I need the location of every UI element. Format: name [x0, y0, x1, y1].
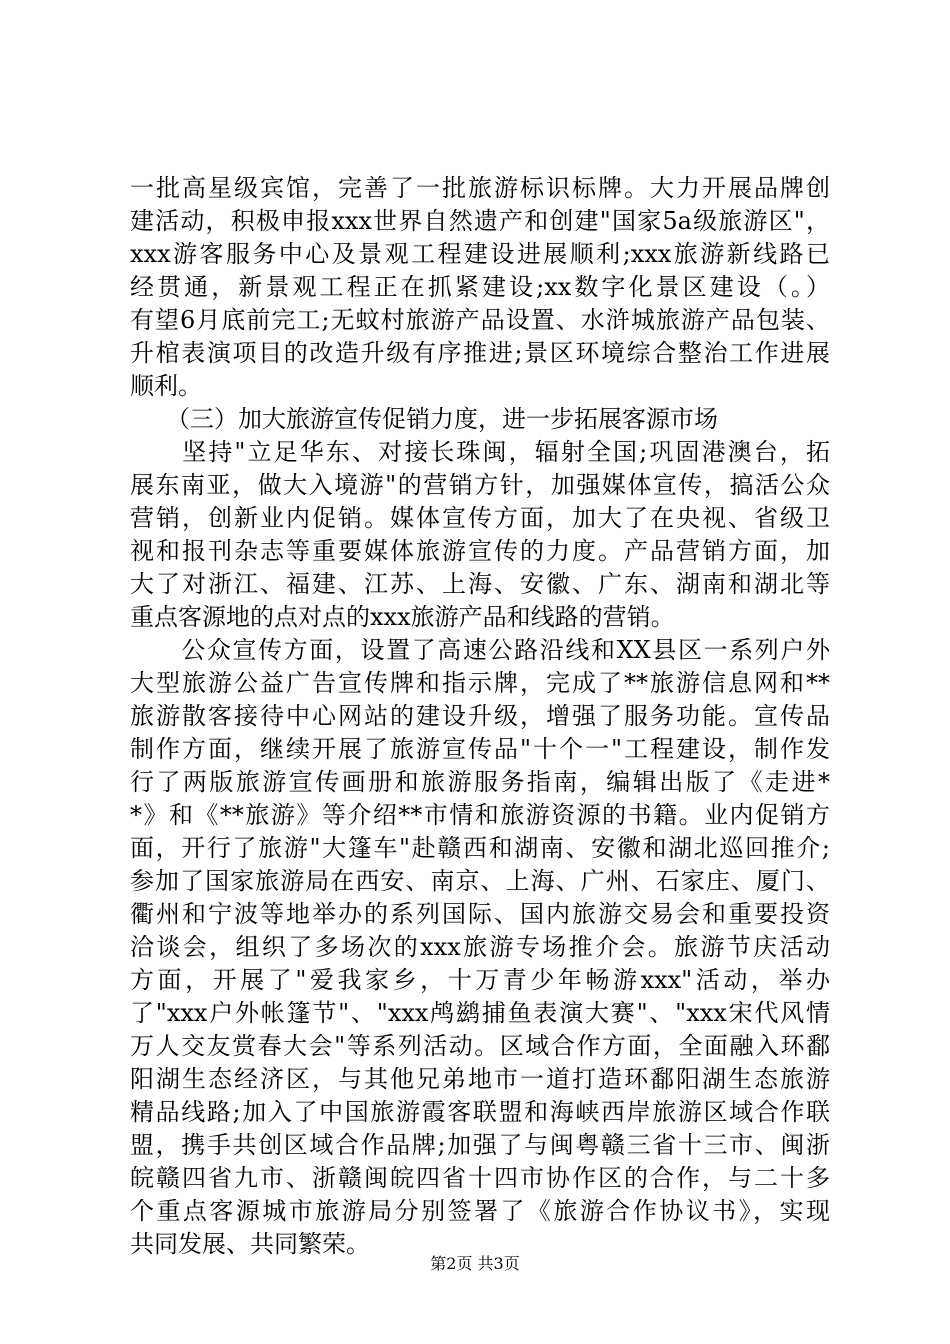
text-line: 洽谈会，组织了多场次的xxx旅游专场推介会。旅游节庆活动 [130, 933, 830, 961]
text-line: 大型旅游公益广告宣传牌和指示牌，完成了**旅游信息网和** [130, 669, 830, 697]
text-line: 公众宣传方面，设置了高速公路沿线和XX县区一系列户外 [130, 636, 830, 664]
text-line: 视和报刊杂志等重要媒体旅游宣传的力度。产品营销方面，加 [130, 537, 830, 565]
text-line: 参加了国家旅游局在西安、南京、上海、广州、石家庄、厦门、 [130, 867, 830, 895]
text-line: 个重点客源城市旅游局分别签署了《旅游合作协议书》，实现 [130, 1197, 830, 1225]
text-line: *》和《**旅游》等介绍**市情和旅游资源的书籍。业内促销方 [130, 801, 830, 829]
text-line: 行了两版旅游宣传画册和旅游服务指南，编辑出版了《走进* [130, 768, 830, 796]
text-line: xxx游客服务中心及景观工程建设进展顺利;xxx旅游新线路已 [130, 240, 830, 268]
text-line: 面，开行了旅游"大篷车"赴赣西和湖南、安徽和湖北巡回推介; [130, 834, 830, 862]
document-body [130, 172, 830, 1261]
text-line: 营销，创新业内促销。媒体宣传方面，加大了在央视、省级卫 [130, 504, 830, 532]
text-line: 旅游散客接待中心网站的建设升级，增强了服务功能。宣传品 [130, 702, 830, 730]
text-line: 经贯通，新景观工程正在抓紧建设;xx数字化景区建设（。） [130, 273, 830, 301]
text-line: 了"xxx户外帐篷节"、"xxx鸬鹚捕鱼表演大赛"、"xxx宋代风情 [130, 999, 830, 1027]
text-line: 建活动，积极申报xxx世界自然遗产和创建"国家5a级旅游区"， [130, 207, 830, 235]
text-line: 一批高星级宾馆，完善了一批旅游标识标牌。大力开展品牌创 [130, 174, 830, 202]
text-line: 精品线路;加入了中国旅游霞客联盟和海峡西岸旅游区域合作联 [130, 1098, 830, 1126]
text-line: 有望6月底前完工;无蚊村旅游产品设置、水浒城旅游产品包装、 [130, 306, 830, 334]
text-line: 坚持"立足华东、对接长珠闽，辐射全国;巩固港澳台，拓 [130, 438, 830, 466]
page-number-footer: 第2页 共3页 [430, 1254, 520, 1273]
text-line: 衢州和宁波等地举办的系列国际、国内旅游交易会和重要投资 [130, 900, 830, 928]
text-line: 盟，携手共创区域合作品牌;加强了与闽粤赣三省十三市、闽浙 [130, 1131, 830, 1159]
text-line: 大了对浙江、福建、江苏、上海、安徽、广东、湖南和湖北等 [130, 570, 830, 598]
text-line: 升棺表演项目的改造升级有序推进;景区环境综合整治工作进展 [130, 339, 830, 367]
text-line: 方面，开展了"爱我家乡，十万青少年畅游xxx"活动，举办 [130, 966, 830, 994]
text-line: 共同发展、共同繁荣。 [130, 1230, 370, 1258]
text-line: 顺利。 [130, 372, 202, 400]
text-line: 重点客源地的点对点的xxx旅游产品和线路的营销。 [130, 603, 675, 631]
section-heading: （三）加大旅游宣传促销力度，进一步拓展客源市场 [130, 405, 718, 433]
text-line: 皖赣四省九市、浙赣闽皖四省十四市协作区的合作，与二十多 [130, 1164, 830, 1192]
text-line: 阳湖生态经济区，与其他兄弟地市一道打造环鄱阳湖生态旅游 [130, 1065, 830, 1093]
text-line: 万人交友赏春大会"等系列活动。区域合作方面，全面融入环鄱 [130, 1032, 830, 1060]
text-line: 展东南亚，做大入境游"的营销方针，加强媒体宣传，搞活公众 [130, 471, 830, 499]
text-line: 制作方面，继续开展了旅游宣传品"十个一"工程建设，制作发 [130, 735, 830, 763]
